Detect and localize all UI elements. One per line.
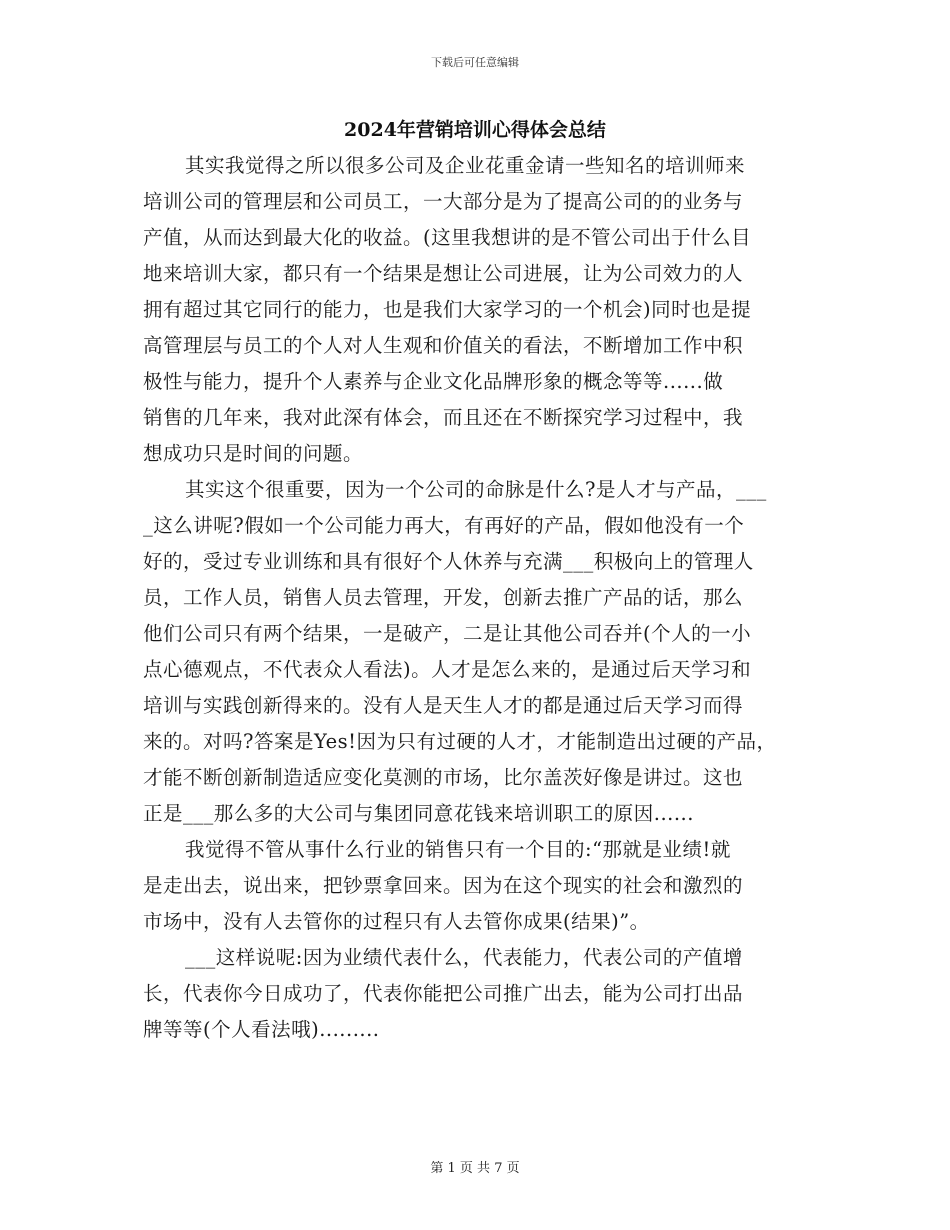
text-line: 正是___那么多的大公司与集团同意花钱来培训职工的原因...... bbox=[143, 802, 694, 825]
header-note: 下载后可任意编辑 bbox=[431, 56, 519, 69]
text-line: 市场中，没有人去管你的过程只有人去管你成果(结果)”。 bbox=[143, 910, 650, 933]
document-title: 2024年营销培训心得体会总结 bbox=[344, 119, 606, 141]
text-line: 他们公司只有两个结果，一是破产，二是让其他公司吞并(个人的一小 bbox=[143, 622, 752, 645]
text-line: ___这样说呢:因为业绩代表什么，代表能力，代表公司的产值增 bbox=[185, 946, 743, 969]
text-line: 其实我觉得之所以很多公司及企业花重金请一些知名的培训师来 bbox=[185, 154, 746, 177]
text-line: 长，代表你今日成功了，代表你能把公司推广出去，能为公司打出品 bbox=[143, 982, 744, 1005]
text-line: 好的，受过专业训练和具有很好个人休养与充满___积极向上的管理人 bbox=[143, 550, 754, 573]
text-line: 来的。对吗?答案是Yes!因为只有过硬的人才，才能制造出过硬的产品， bbox=[143, 730, 777, 753]
text-line: 培训公司的管理层和公司员工，一大部分是为了提高公司的的业务与 bbox=[143, 190, 744, 213]
text-line: 是走出去，说出来，把钞票拿回来。因为在这个现实的社会和激烈的 bbox=[143, 874, 744, 897]
text-line: 销售的几年来，我对此深有体会，而且还在不断探究学习过程中，我 bbox=[143, 406, 744, 429]
text-line: 其实这个很重要，因为一个公司的命脉是什么?是人才与产品，___ bbox=[185, 478, 767, 501]
text-line: 极性与能力，提升个人素养与企业文化品牌形象的概念等等......做 bbox=[143, 370, 724, 393]
text-line: 地来培训大家，都只有一个结果是想让公司进展，让为公司效力的人 bbox=[143, 262, 744, 285]
text-line: 才能不断创新制造适应变化莫测的市场，比尔盖茨好像是讲过。这也 bbox=[143, 766, 744, 789]
text-line: _这么讲呢?假如一个公司能力再大，有再好的产品，假如他没有一个 bbox=[143, 514, 745, 537]
text-line: 拥有超过其它同行的能力，也是我们大家学习的一个机会)同时也是提 bbox=[143, 298, 752, 321]
document-body bbox=[143, 148, 823, 1048]
text-line: 高管理层与员工的个人对人生观和价值关的看法，不断增加工作中积 bbox=[143, 334, 744, 357]
text-line: 点心德观点，不代表众人看法)。人才是怎么来的，是通过后天学习和 bbox=[143, 658, 752, 681]
page-footer: 第 1 页 共 7 页 bbox=[430, 1161, 520, 1176]
text-line: 培训与实践创新得来的。没有人是天生人才的都是通过后天学习而得 bbox=[143, 694, 744, 717]
text-line: 员，工作人员，销售人员去管理，开发，创新去推广产品的话，那么 bbox=[143, 586, 744, 609]
text-line: 想成功只是时间的问题。 bbox=[143, 442, 364, 465]
text-line: 产值，从而达到最大化的收益。(这里我想讲的是不管公司出于什么目 bbox=[143, 226, 752, 249]
text-line: 我觉得不管从事什么行业的销售只有一个目的:“那就是业绩!就 bbox=[185, 838, 731, 861]
text-line: 牌等等(个人看法哦)......... bbox=[143, 1018, 380, 1041]
